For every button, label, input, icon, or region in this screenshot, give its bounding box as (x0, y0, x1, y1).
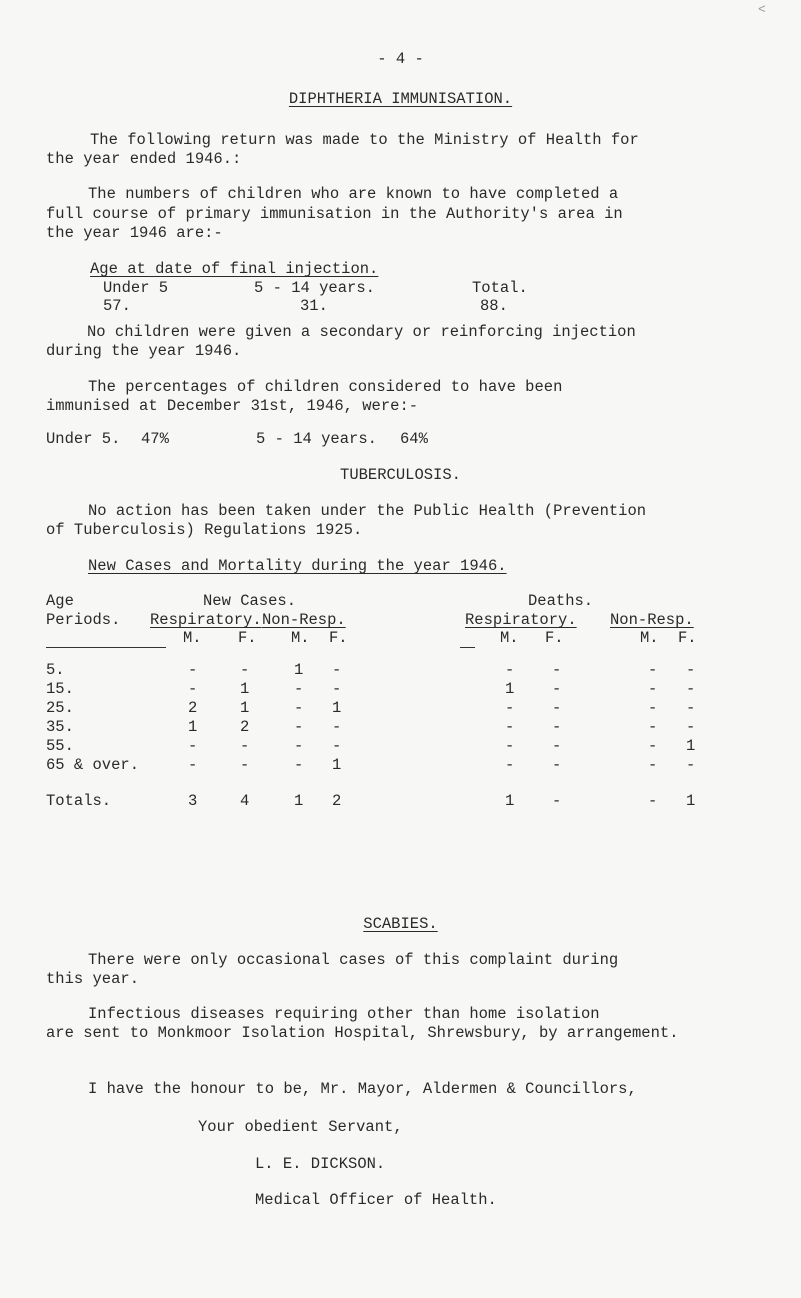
table-cell: - (686, 680, 696, 698)
table-cell: 1 (505, 792, 515, 810)
table-cell: - (686, 661, 696, 679)
age-period: 15. (46, 680, 74, 698)
table-cell: - (648, 699, 658, 717)
page-number: - 4 - (377, 50, 424, 68)
table-cell: 1 (505, 680, 515, 698)
table-cell: - (294, 718, 304, 736)
table-cell: 1 (240, 699, 250, 717)
table-cell: - (648, 756, 658, 774)
table-cell: - (240, 737, 250, 755)
age-period: 5. (46, 661, 65, 679)
age-period: 55. (46, 737, 74, 755)
table-cell: - (294, 699, 304, 717)
table-cell: - (505, 718, 515, 736)
table-cell: - (505, 756, 515, 774)
corner-mark: < (758, 2, 766, 17)
age-period: 35. (46, 718, 74, 736)
table-cell: - (648, 792, 658, 810)
tb-header-deaths: Deaths. (528, 592, 594, 610)
table-cell: 1 (332, 699, 342, 717)
table-cell: - (686, 699, 696, 717)
tb-header-resp: Respiratory. (150, 611, 262, 629)
age-period: 65 & over. (46, 756, 140, 774)
table-cell: - (552, 792, 562, 810)
age-period: 25. (46, 699, 74, 717)
table-cell: 3 (188, 792, 198, 810)
table-cell: - (505, 699, 515, 717)
table-cell: - (294, 737, 304, 755)
table-cell: 1 (686, 792, 696, 810)
table-cell: - (240, 756, 250, 774)
table-cell: 1 (294, 792, 304, 810)
table-cell: 4 (240, 792, 250, 810)
table-cell: - (188, 661, 198, 679)
table-cell: - (505, 737, 515, 755)
table-cell: 1 (240, 680, 250, 698)
table-cell: 2 (188, 699, 198, 717)
table-cell: - (188, 737, 198, 755)
tb-header-age: Age (46, 592, 74, 610)
table-cell: - (648, 680, 658, 698)
tb-header-rule-left (46, 647, 166, 648)
table-cell: - (552, 661, 562, 679)
table-cell: - (552, 680, 562, 698)
table-cell: 1 (686, 737, 696, 755)
table-cell: 2 (240, 718, 250, 736)
table-cell: - (294, 680, 304, 698)
tuberculosis-heading: TUBERCULOSIS. (340, 466, 461, 484)
tb-header-resp2: Respiratory. (465, 611, 577, 629)
table-cell: - (332, 661, 342, 679)
table-cell: - (686, 718, 696, 736)
diphtheria-heading: DIPHTHERIA IMMUNISATION. (288, 90, 513, 108)
table-cell: - (552, 718, 562, 736)
tb-table-title: New Cases and Mortality during the year 1946. (88, 557, 507, 575)
table-cell: - (332, 718, 342, 736)
table-cell: - (332, 737, 342, 755)
tb-header-nonresp2: Non-Resp. (610, 611, 694, 629)
tb-header-nonresp: Non-Resp. (262, 611, 346, 629)
tb-header-new-cases: New Cases. (203, 592, 297, 610)
age-at-final-injection-heading: Age at date of final injection. (90, 260, 379, 278)
table-cell: - (240, 661, 250, 679)
table-cell: - (188, 680, 198, 698)
table-cell: - (648, 737, 658, 755)
table-cell: - (332, 680, 342, 698)
table-cell: - (294, 756, 304, 774)
age-period: Totals. (46, 792, 112, 810)
closing-servant: Your obedient Servant, (198, 1118, 403, 1136)
table-cell: - (648, 661, 658, 679)
scabies-heading: SCABIES. (363, 915, 438, 933)
signatory-title: Medical Officer of Health. (255, 1191, 497, 1209)
table-cell: - (686, 756, 696, 774)
table-cell: 1 (332, 756, 342, 774)
table-cell: - (188, 756, 198, 774)
table-cell: 1 (294, 661, 304, 679)
table-cell: 1 (188, 718, 198, 736)
table-cell: - (648, 718, 658, 736)
signatory-name: L. E. DICKSON. (255, 1155, 386, 1173)
table-cell: - (505, 661, 515, 679)
table-cell: - (552, 756, 562, 774)
closing-salutation: I have the honour to be, Mr. Mayor, Aldermen & Councillors, (88, 1080, 637, 1098)
tb-header-periods: Periods. (46, 611, 121, 629)
table-cell: - (552, 699, 562, 717)
table-cell: 2 (332, 792, 342, 810)
table-cell: - (552, 737, 562, 755)
tb-header-rule-mid (460, 647, 475, 648)
